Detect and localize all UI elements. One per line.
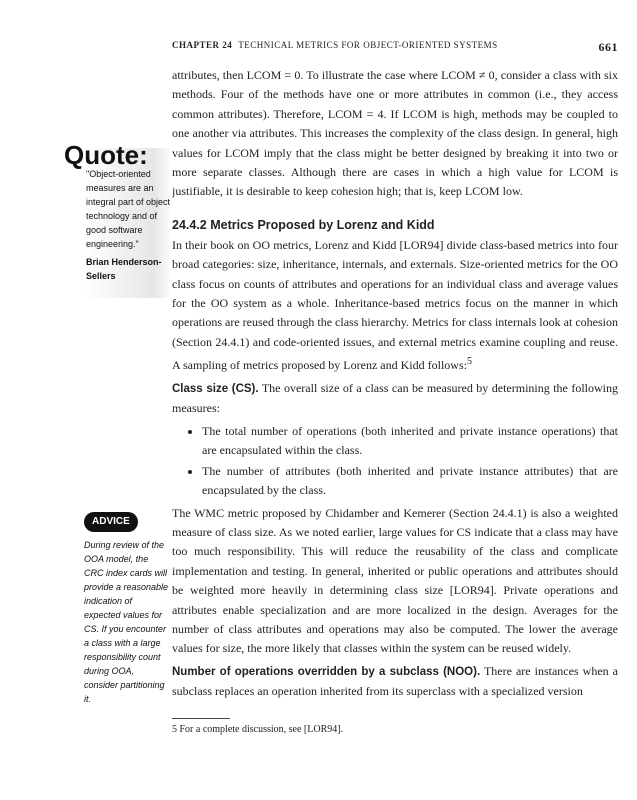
quote-icon: Q [64, 140, 85, 170]
footnote: 5 For a complete discussion, see [LOR94]. [172, 724, 344, 735]
quote-label-text: uote: [84, 140, 148, 170]
page-number: 661 [598, 40, 618, 54]
advice-sidebar [84, 512, 170, 706]
paragraph [172, 379, 618, 419]
list-item: • The number of attributes (both inherited and private instance attributes) that are encapsulated by the class. [202, 462, 618, 500]
advice-text: During review of the OOA model, the CRC index cards will provide a reasonable indication of expected values for CS. If you encounter a class with a large responsibility count during OOA, consider partitioning it. [84, 540, 169, 704]
paragraph [172, 236, 618, 376]
paragraph: The WMC metric proposed by Chidamber and Kemerer (Section 24.4.1) is also a weighted measure of class size. As we noted earlier, large values for CS indicate that a class may have too much responsibility. This will reduce the reusability of the class and complicate implementation and testing. In general, inherited or public operations and attributes should be weighted more heavily in determining class size [LOR94]. Private operations and attributes enable specialization and are more localized in the design. Averages for the number of class attributes and operations may also be computed. The lower the average values for size, the more likely that classes within the system can be reused widely. [172, 505, 618, 656]
paragraph-text: In their book on OO metrics, Lorenz and Kidd [LOR94] divide class-based metrics into four broad categories: size, inheritance, internals, and externals. Size-oriented metrics for the OO class focus on counts of attributes and operations for an individual class and average values for the OO system as a whole. Inheritance-based metrics focus on the manner in which operations are reused through the class hierarchy. Metrics for class internals look at cohesion (Section 24.4.1) and code-oriented issues, and external metrics examine coupling and reuse. A sampling of metrics proposed by Lorenz and Kidd follows: [172, 237, 618, 373]
footnote-divider [172, 718, 230, 719]
body-text [172, 66, 618, 705]
quote-text: "Object-oriented measures are an integral part of object technology and of good software engineering." [86, 169, 171, 249]
section-heading: 24.4.2 Metrics Proposed by Lorenz and Kidd [172, 217, 435, 232]
list-item: • The total number of operations (both inherited and private instance operations) that are encapsulated within the class. [202, 422, 618, 460]
paragraph-text: There are instances when a subclass replaces an operation inherited from its superclass with a specialized version [172, 663, 618, 699]
paragraph: attributes, then LCOM = 0. To illustrate the case where LCOM ≠ 0, consider a class with six methods. Four of the methods have one or more attributes in common (i.e., they access common attributes). Therefore, LCOM = 4. If LCOM is high, methods may be coupled to one another via attributes. This increases the complexity of the class design. In general, high values for LCOM imply that the class might be better designed by breaking it into two or more separate classes. Although there are cases in which a high value for LCOM is justifiable, it is desirable to keep cohesion high; that is, keep LCOM low. [172, 68, 618, 199]
term-cs: Class size (CS). [172, 382, 259, 395]
footnote-ref[interactable]: 5 [466, 356, 472, 368]
paragraph-text: The overall size of a class can be measured by determining the following measures: [172, 380, 619, 416]
running-header [172, 40, 618, 55]
bullet-list [172, 422, 618, 500]
advice-icon: ADVICE [84, 512, 138, 532]
paragraph [172, 662, 618, 702]
chapter-label: CHAPTER 24 [172, 40, 233, 50]
quote-author: Brian Henderson-Sellers [86, 257, 162, 281]
quote-label [64, 140, 172, 170]
quote-sidebar [64, 140, 172, 298]
chapter-title: TECHNICAL METRICS FOR OBJECT-ORIENTED SYSTEMS [238, 40, 498, 50]
term-noo: Number of operations overridden by a subclass (NOO). [172, 665, 481, 678]
